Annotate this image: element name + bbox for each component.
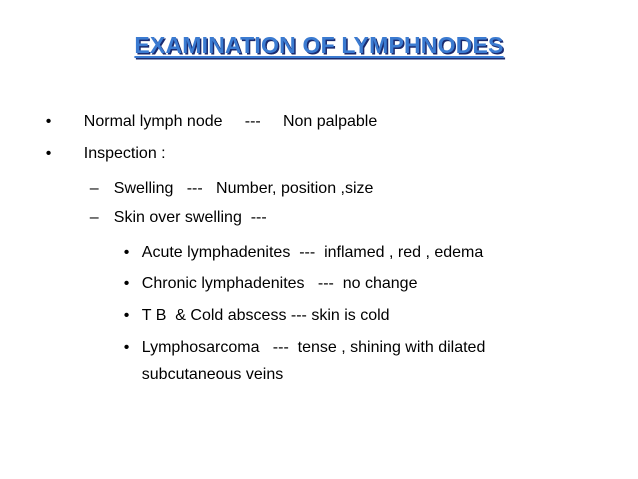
bullet-marker: •	[123, 275, 130, 292]
bullet-continuation	[124, 345, 283, 405]
bullet-marker: •	[45, 145, 52, 162]
bullet-marker: •	[45, 113, 52, 130]
bullet-marker: •	[123, 244, 130, 261]
dash-marker: –	[89, 209, 99, 226]
dash-marker: –	[89, 180, 99, 197]
bullet-marker: •	[123, 339, 130, 356]
bullet-text: Lymphosarcoma --- tense , shining with dilated	[141, 339, 486, 356]
slide-title: EXAMINATION OF LYMPHNODES	[134, 32, 504, 58]
bullet-text: Chronic lymphadenites --- no change	[141, 275, 418, 292]
bullet-marker: •	[123, 307, 130, 324]
bullet-text: Normal lymph node --- Non palpable	[83, 113, 378, 130]
bullet-text: Inspection :	[83, 145, 166, 162]
bullet-text: Acute lymphadenites --- inflamed , red , edema	[141, 244, 484, 261]
bullet-text: T B & Cold abscess --- skin is cold	[141, 307, 390, 324]
bullet-text: subcutaneous veins	[141, 366, 284, 383]
bullet-text: Swelling --- Number, position ,size	[113, 180, 374, 197]
bullet-text: Skin over swelling ---	[113, 209, 267, 226]
